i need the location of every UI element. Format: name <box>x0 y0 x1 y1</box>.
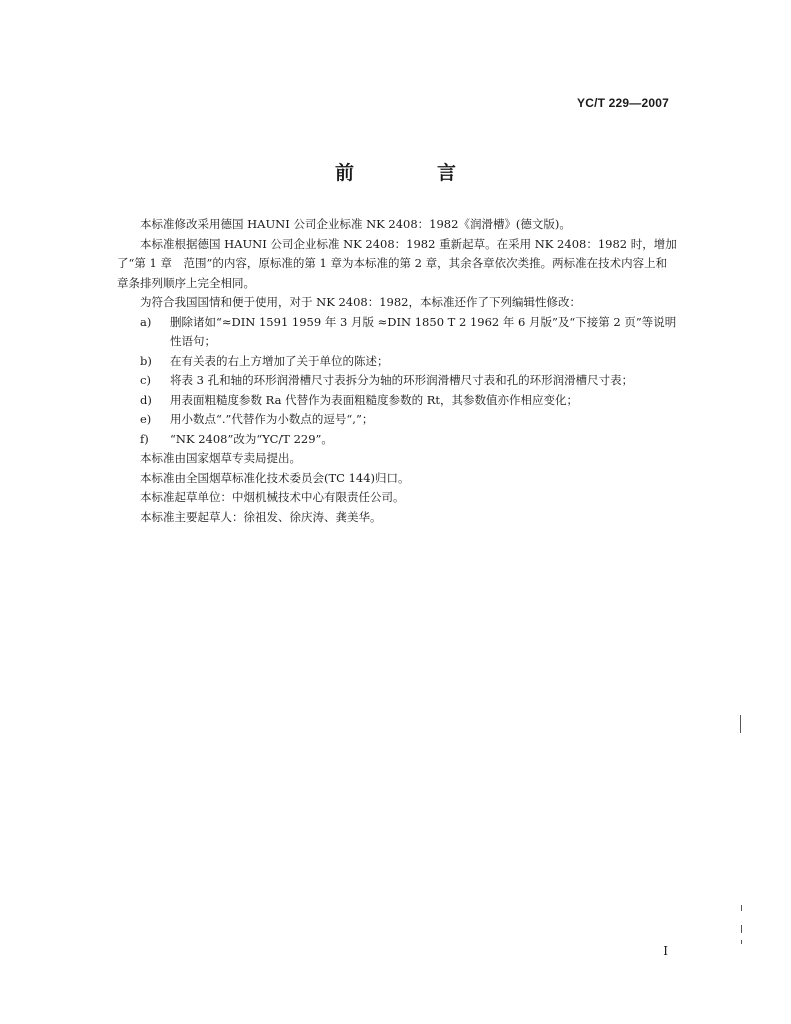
list-item <box>117 371 677 391</box>
list-item-text: “NK 2408”改为“YC/T 229”。 <box>170 431 333 446</box>
paragraph: 为符合我国国情和便于使用，对于 NK 2408：1982，本标准还作了下列编辑性修改： <box>140 295 581 309</box>
list-marker: d) <box>140 392 152 407</box>
list-item-text: 删除诸如“≈DIN 1591 1959 年 3 月版 ≈DIN 1850 T 2 1962 年 6 月版”及“下接第 2 页”等说明性语句； <box>170 314 677 348</box>
list-marker: f) <box>140 431 149 446</box>
list-item <box>117 410 677 430</box>
paragraph: 本标准修改采用德国 HAUNI 公司企业标准 NK 2408：1982《润滑槽》(德文版)。 <box>140 217 571 231</box>
page-number: I <box>663 944 668 958</box>
scan-artifact <box>740 715 741 733</box>
paragraph: 本标准由全国烟草标准化技术委员会(TC 144)归口。 <box>140 470 410 485</box>
foreword-body <box>117 215 677 527</box>
list-item <box>117 391 677 411</box>
list-marker: b) <box>140 353 152 368</box>
list-item-text: 用小数点“.”代替作为小数点的逗号“,”； <box>170 412 374 426</box>
list-item <box>117 313 677 352</box>
list-item-text: 用表面粗糙度参数 Ra 代替作为表面粗糙度参数的 Rt，其参数值亦作相应变化； <box>170 392 579 407</box>
list-item-text: 将表 3 孔和轴的环形润滑槽尺寸表拆分为轴的环形润滑槽尺寸表和孔的环形润滑槽尺寸表； <box>170 373 634 387</box>
standard-code: YC/T 229—2007 <box>577 96 669 110</box>
scan-artifact <box>741 925 742 933</box>
paragraph: 本标准起草单位：中烟机械技术中心有限责任公司。 <box>140 490 405 504</box>
paragraph: 本标准由国家烟草专卖局提出。 <box>140 451 301 465</box>
paragraph: 本标准根据德国 HAUNI 公司企业标准 NK 2408：1982 重新起草。在采用 NK 2408：1982 时，增加了“第 1 章 范围”的内容，原标准的第 1 章为本标准的第 2 章，其余各章依次类推。两标准在技术内容上和章条排列顺序上完全相同。 <box>117 236 677 290</box>
paragraph: 本标准主要起草人：徐祖发、徐庆涛、龚美华。 <box>140 509 382 524</box>
list-item-text: 在有关表的右上方增加了关于单位的陈述； <box>170 353 389 368</box>
list-item <box>117 352 677 372</box>
scan-artifact <box>741 940 742 944</box>
scan-artifact <box>741 905 742 911</box>
list-marker: c) <box>140 373 151 387</box>
list-marker: e) <box>140 412 152 426</box>
list-item <box>117 430 677 450</box>
page-title: 前 言 <box>334 162 488 184</box>
edit-list <box>117 313 677 450</box>
list-marker: a) <box>140 314 152 329</box>
